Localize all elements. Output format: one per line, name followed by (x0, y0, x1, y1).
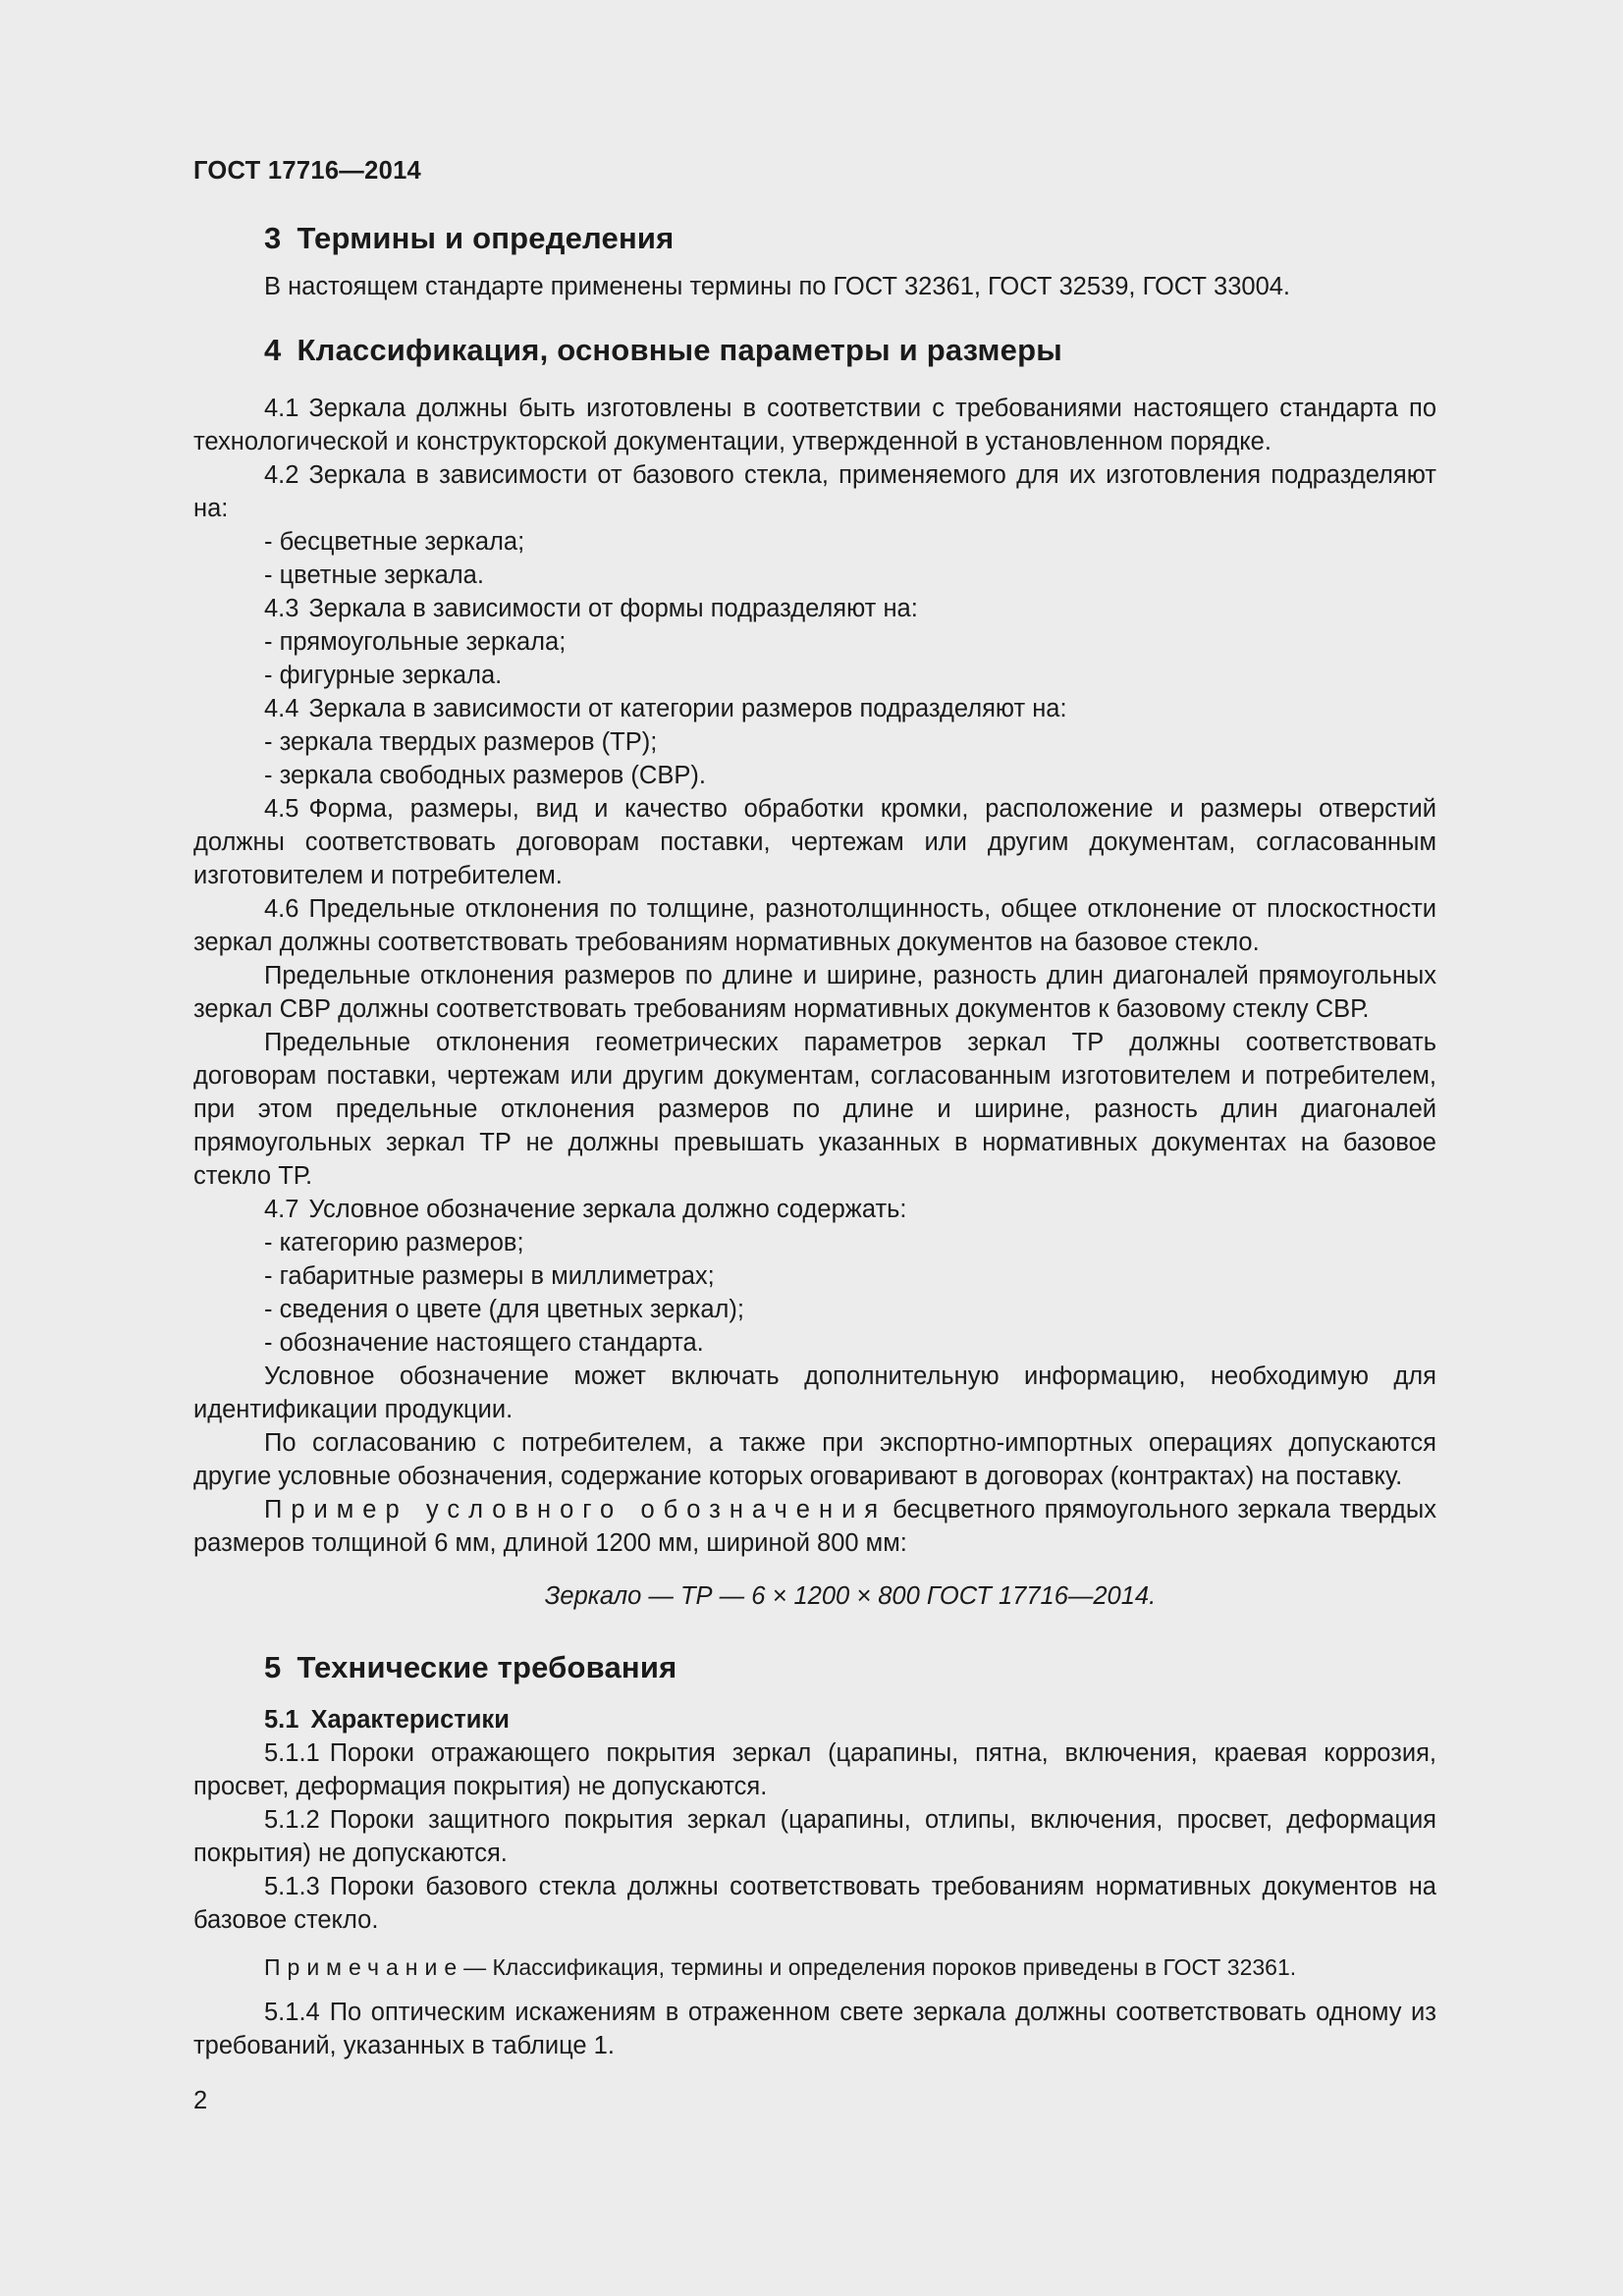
item-number: 4.4 (264, 695, 299, 722)
note-text: — Классификация, термины и определения пороков приведены в ГОСТ 32361. (463, 1954, 1297, 1980)
paragraph-4-6-svr: Предельные отклонения размеров по длине и ширине, разность длин диагоналей прямоугольных зеркал СВР должны соответствовать требованиям нормативных документов к базовому стеклу СВР. (193, 962, 1436, 1023)
note (193, 1950, 1436, 1984)
section-3-heading (193, 221, 1436, 256)
list-item: - фигурные зеркала. (264, 662, 503, 689)
item-number: 4.6 (264, 895, 299, 923)
subsection-number: 5.1 (264, 1706, 299, 1734)
section-number: 5 (264, 1650, 282, 1684)
list-item: - обозначение настоящего стандарта. (264, 1329, 704, 1357)
example-paragraph (193, 1493, 1436, 1560)
list-item: - габаритные размеры в миллиметрах; (264, 1262, 715, 1290)
item-number: 5.1.4 (264, 1999, 320, 2026)
document-code-header: ГОСТ 17716—2014 (193, 157, 422, 185)
section-3-text: В настоящем стандарте применены термины по ГОСТ 32361, ГОСТ 32539, ГОСТ 33004. (264, 273, 1291, 300)
paragraph-text: По оптическим искажениям в отраженном свете зеркала должны соответствовать одному из требований, указанных в таблице 1. (193, 1999, 1436, 2059)
paragraph-4-7 (193, 1193, 1436, 1226)
paragraph-4-6 (193, 892, 1436, 959)
list-item: - цветные зеркала. (264, 561, 484, 589)
paragraph-4-7-other: По согласованию с потребителем, а также при экспортно-импортных операциях допускаются другие условные обозначения, содержание которых оговаривают в договорах (контрактах) на поставку. (193, 1429, 1436, 1490)
paragraph-4-5 (193, 792, 1436, 892)
paragraph-5-1-3 (193, 1870, 1436, 1937)
paragraph-text: Предельные отклонения по толщине, разнотолщинность, общее отклонение от плоскостности зеркал должны соответствовать требованиям нормативных документов на базовое стекло. (193, 895, 1436, 956)
paragraph-text: Условное обозначение зеркала должно содержать: (308, 1196, 907, 1223)
section-number: 3 (264, 221, 282, 255)
section-title: Технические требования (297, 1650, 677, 1684)
section-5-heading (193, 1650, 1436, 1685)
item-number: 5.1.1 (264, 1739, 320, 1767)
example-text: бесцветного прямоугольного зеркала твердых размеров толщиной 6 мм, длиной 1200 мм, шириной 800 мм: (193, 1496, 1436, 1557)
item-number: 4.5 (264, 795, 299, 823)
item-number: 4.7 (264, 1196, 299, 1223)
list-item: - зеркала свободных размеров (СВР). (264, 762, 706, 789)
paragraph-4-6-tr: Предельные отклонения геометрических параметров зеркал ТР должны соответствовать договорам поставки, чертежам или другим документам, согласованным изготовителем и потребителем, при этом предельные отклонения размеров по длине и ширине, разность длин диагоналей прямоугольных зеркал ТР не должны превышать указанных в нормативных документах на базовое стекло ТР. (193, 1029, 1436, 1190)
list-item: - категорию размеров; (264, 1229, 524, 1256)
paragraph-4-7-additional: Условное обозначение может включать дополнительную информацию, необходимую для идентификации продукции. (193, 1362, 1436, 1423)
list-item: - бесцветные зеркала; (264, 528, 525, 556)
list-item: - зеркала твердых размеров (ТР); (264, 728, 658, 756)
list-item: - прямоугольные зеркала; (264, 628, 567, 656)
example-designation: Зеркало — ТР — 6 × 1200 × 800 ГОСТ 17716—2014. (544, 1582, 1157, 1610)
section-title: Термины и определения (297, 221, 675, 255)
paragraph-text: Зеркала в зависимости от базового стекла, применяемого для их изготовления подразделяют на: (193, 461, 1436, 522)
page-number: 2 (193, 2087, 208, 2114)
paragraph-text: Пороки отражающего покрытия зеркал (царапины, пятна, включения, краевая коррозия, просвет, деформация покрытия) не допускаются. (193, 1739, 1436, 1800)
subsection-5-1-heading (193, 1703, 1436, 1736)
subsection-title: Характеристики (310, 1706, 510, 1734)
paragraph-text: Пороки базового стекла должны соответствовать требованиям нормативных документов на базовое стекло. (193, 1873, 1436, 1934)
paragraph-text: Пороки защитного покрытия зеркал (царапины, отлипы, включения, просвет, деформация покрытия) не допускаются. (193, 1806, 1436, 1867)
paragraph-5-1-2 (193, 1803, 1436, 1870)
item-number: 4.1 (264, 395, 299, 422)
example-label: Пример условного обозначения (264, 1496, 888, 1523)
section-4-heading (193, 333, 1436, 368)
section-number: 4 (264, 333, 282, 367)
paragraph-5-1-4 (193, 1996, 1436, 2062)
paragraph-text: Зеркала в зависимости от категории размеров подразделяют на: (308, 695, 1067, 722)
list-item: - сведения о цвете (для цветных зеркал); (264, 1296, 745, 1323)
paragraph-4-4 (193, 692, 1436, 725)
item-number: 4.2 (264, 461, 299, 489)
paragraph-4-2 (193, 458, 1436, 525)
note-label: Примечание (264, 1954, 464, 1980)
paragraph-4-3 (193, 592, 1436, 625)
paragraph-text: Зеркала в зависимости от формы подразделяют на: (308, 595, 918, 622)
section-title: Классификация, основные параметры и размеры (297, 333, 1062, 367)
paragraph-5-1-1 (193, 1736, 1436, 1803)
paragraph-text: Форма, размеры, вид и качество обработки кромки, расположение и размеры отверстий должны соответствовать договорам поставки, чертежам или другим документам, согласованным изготовителем и потребителем. (193, 795, 1436, 889)
item-number: 4.3 (264, 595, 299, 622)
item-number: 5.1.3 (264, 1873, 320, 1900)
paragraph-text: Зеркала должны быть изготовлены в соответствии с требованиями настоящего стандарта по технологической и конструкторской документации, утвержденной в установленном порядке. (193, 395, 1436, 455)
paragraph-4-1 (193, 392, 1436, 458)
item-number: 5.1.2 (264, 1806, 320, 1834)
